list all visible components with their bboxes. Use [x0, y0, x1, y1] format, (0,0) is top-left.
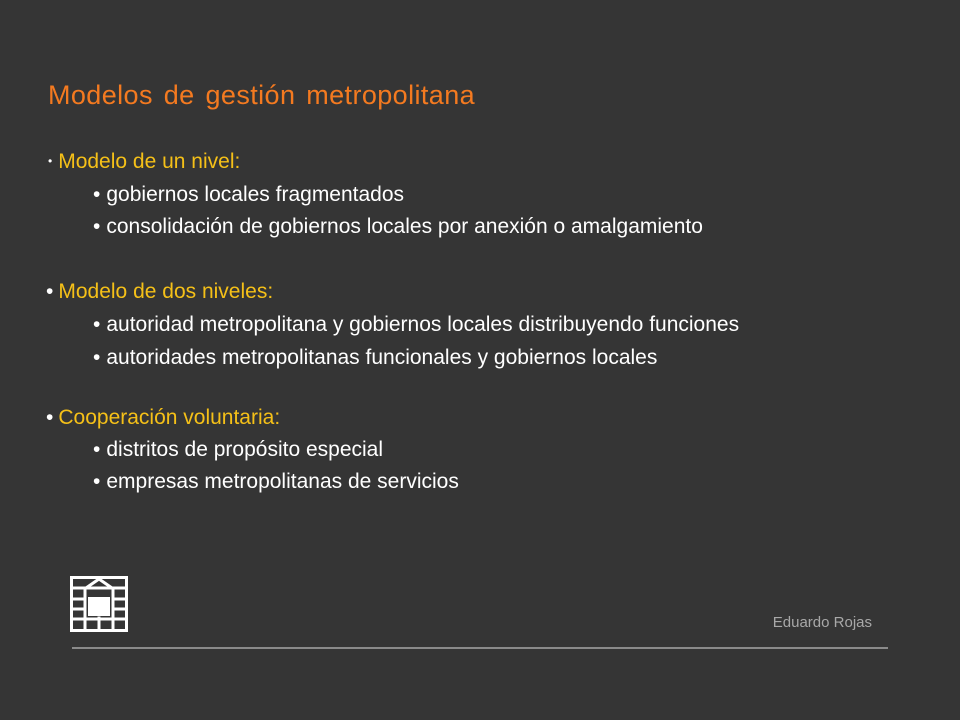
- author-name: Eduardo Rojas: [772, 614, 872, 631]
- slide-title: Modelos de gestión metropolitana: [48, 80, 476, 110]
- section-heading-text: Modelo de dos niveles:: [58, 280, 274, 303]
- bullet: •: [93, 215, 101, 238]
- bullet: •: [93, 183, 101, 206]
- list-item: [93, 438, 383, 462]
- list-item-text: consolidación de gobiernos locales por anexión o amalgamiento: [106, 215, 703, 238]
- bullet: •: [93, 313, 101, 336]
- section-heading-text: Modelo de un nivel:: [58, 150, 241, 173]
- bullet: •: [46, 280, 54, 303]
- bullet: •: [93, 346, 101, 369]
- list-item-text: autoridades metropolitanas funcionales y gobiernos locales: [106, 346, 658, 369]
- list-item: [93, 346, 657, 370]
- bullet: •: [93, 470, 101, 493]
- section-heading-two-levels: [46, 280, 273, 304]
- building-grid-logo-icon: [70, 576, 128, 632]
- footer-divider: [72, 647, 888, 649]
- bullet: •: [46, 406, 54, 429]
- list-item: [93, 215, 703, 239]
- list-item-text: distritos de propósito especial: [106, 438, 384, 461]
- section-heading-voluntary-cooperation: [46, 406, 280, 430]
- list-item: [93, 183, 404, 207]
- section-heading-one-level: [46, 150, 240, 174]
- section-heading-text: Cooperación voluntaria:: [58, 406, 281, 429]
- list-item-text: gobiernos locales fragmentados: [106, 183, 405, 206]
- list-item-text: autoridad metropolitana y gobiernos locales distribuyendo funciones: [106, 313, 740, 336]
- bullet: •: [93, 438, 101, 461]
- list-item: [93, 313, 739, 337]
- bullet: •: [48, 154, 53, 168]
- list-item: [93, 470, 459, 494]
- list-item-text: empresas metropolitanas de servicios: [106, 470, 459, 493]
